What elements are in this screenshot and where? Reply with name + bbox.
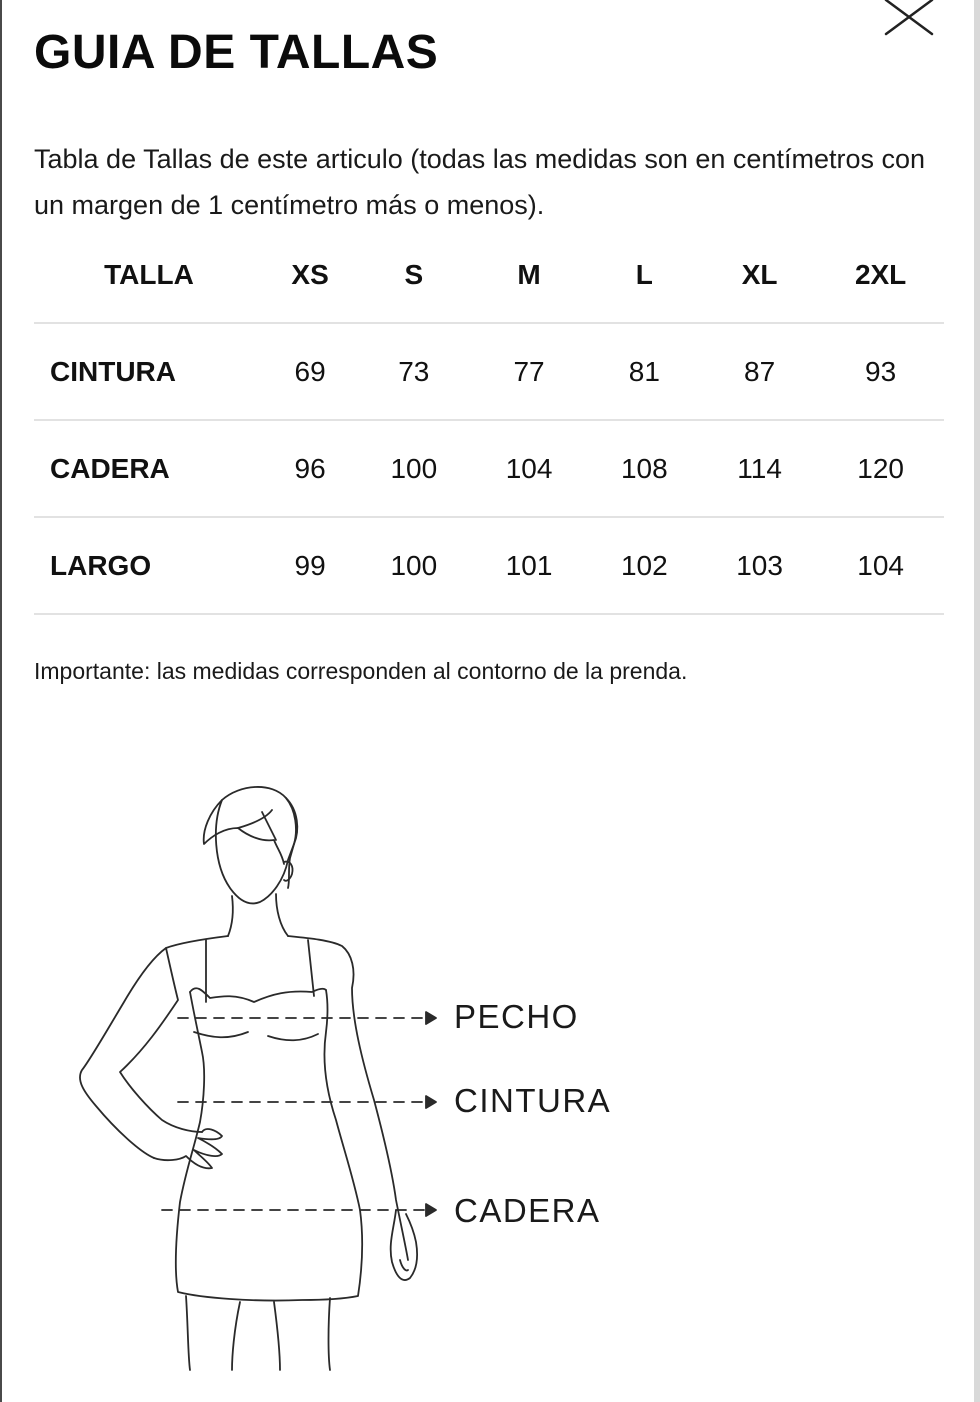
table-row-cadera <box>34 420 944 517</box>
table-cell: 69 <box>264 323 356 420</box>
close-button[interactable] <box>878 0 940 42</box>
label-cintura: CINTURA <box>454 1082 612 1119</box>
table-cell: 101 <box>471 517 586 614</box>
header-size-xl: XL <box>702 228 817 323</box>
table-row-cintura <box>34 323 944 420</box>
table-cell: 73 <box>356 323 471 420</box>
table-cell: 102 <box>587 517 702 614</box>
table-cell: 108 <box>587 420 702 517</box>
table-cell: 114 <box>702 420 817 517</box>
table-cell: 103 <box>702 517 817 614</box>
table-cell: 104 <box>471 420 586 517</box>
label-pecho: PECHO <box>454 998 579 1035</box>
table-cell: 87 <box>702 323 817 420</box>
table-cell: 104 <box>817 517 944 614</box>
label-cadera: CADERA <box>454 1192 601 1229</box>
header-size-l: L <box>587 228 702 323</box>
header-size-2xl: 2XL <box>817 228 944 323</box>
intro-text: Tabla de Tallas de este articulo (todas las medidas son en centímetros con un margen de 1 centímetro más o menos). <box>34 144 925 220</box>
table-row-largo <box>34 517 944 614</box>
table-cell: 120 <box>817 420 944 517</box>
important-note: Importante: las medidas corresponden al contorno de la prenda. <box>34 658 688 684</box>
header-size-xs: XS <box>264 228 356 323</box>
table-cell: 77 <box>471 323 586 420</box>
header-size-m: M <box>471 228 586 323</box>
size-header-row <box>34 228 944 323</box>
table-cell: 96 <box>264 420 356 517</box>
close-icon <box>878 0 940 42</box>
table-cell: 99 <box>264 517 356 614</box>
row-label: CADERA <box>34 420 264 517</box>
header-size-s: S <box>356 228 471 323</box>
table-cell: 81 <box>587 323 702 420</box>
table-cell: 93 <box>817 323 944 420</box>
header-talla: TALLA <box>34 228 264 323</box>
measurement-diagram <box>62 770 662 1390</box>
size-table <box>34 228 944 615</box>
table-cell: 100 <box>356 420 471 517</box>
woman-dress-illustration <box>62 770 662 1390</box>
row-label: CINTURA <box>34 323 264 420</box>
row-label: LARGO <box>34 517 264 614</box>
modal-title: GUIA DE TALLAS <box>34 26 439 79</box>
table-cell: 100 <box>356 517 471 614</box>
